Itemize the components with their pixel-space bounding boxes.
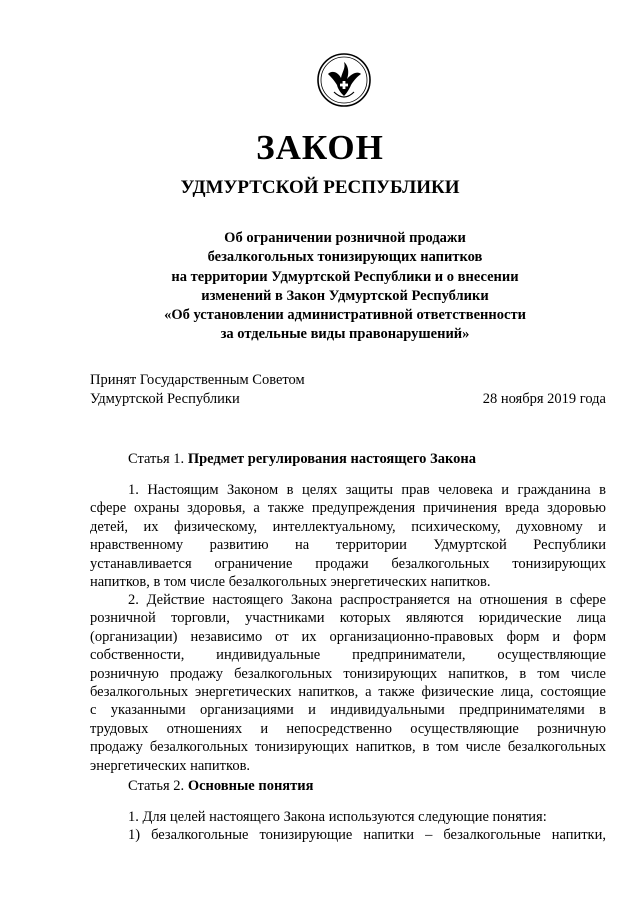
law-subtitle: УДМУРТСКОЙ РЕСПУБЛИКИ — [180, 177, 460, 198]
article1-heading — [128, 450, 476, 469]
law-title: ЗАКОН — [256, 128, 384, 167]
text-line: детей, их физическому, интеллектуальному, психическому, духовному и — [90, 518, 606, 535]
article2-title: Основные понятия — [187, 778, 314, 794]
adoption-block — [90, 371, 606, 409]
text-line: напитков, в том числе безалкогольных энергетических напитков. — [90, 573, 491, 590]
law-name-line: за отдельные виды правонарушений» — [220, 326, 470, 343]
article1-title: Предмет регулирования настоящего Закона — [187, 451, 476, 467]
law-name-line: Об ограничении розничной продажи — [224, 230, 466, 246]
text-line: собственности, индивидуальные предприниматели, осуществляющие — [90, 647, 606, 664]
adoption-body-name: Удмуртской Республики — [90, 391, 240, 407]
article2-paragraph1 — [90, 808, 606, 845]
law-name-line: «Об установлении административной ответственности — [164, 307, 526, 324]
adoption-date: 28 ноября 2019 года — [482, 391, 606, 407]
law-name-line: изменений в Закон Удмуртской Республики — [201, 287, 489, 304]
text-line: энергетических напитков. — [90, 757, 251, 774]
text-line: розничной торговли, участниками которых являются юридические лица — [90, 610, 606, 627]
text-line: розничную продажу безалкогольных тонизирующих напитков, в том числе — [90, 665, 606, 682]
text-line: трудовых отношениях и непосредственно осуществляющие розничную — [90, 720, 606, 737]
law-name — [90, 229, 600, 345]
text-line: (организации) независимо от их организационно-правовых форм и форм — [90, 628, 606, 645]
text-line: нравственному развитию на территории Удмуртской Республики — [90, 537, 606, 554]
article1-prefix: Статья 1. — [128, 451, 185, 467]
text-line: 2. Действие настоящего Закона распространяется на отношения в сфере — [128, 592, 606, 608]
adoption-body: Принят Государственным Советом — [90, 372, 305, 388]
text-line: устанавливается ограничение продажи безалкогольных тонизирующих — [90, 555, 606, 572]
coat-of-arms-icon — [316, 52, 372, 108]
text-line: 1. Для целей настоящего Закона используются следующие понятия: — [128, 809, 547, 825]
article1-paragraph2 — [90, 591, 606, 775]
text-line: 1) безалкогольные тонизирующие напитки – безалкогольные напитки, — [128, 827, 606, 844]
article2-prefix: Статья 2. — [128, 778, 185, 794]
text-line: безалкогольных энергетических напитков, а также физические лица, состоящие — [90, 683, 606, 700]
text-line: продажу безалкогольных тонизирующих напитков, в том числе безалкогольных — [90, 739, 606, 756]
text-line: сфере охраны здоровья, а также предупреждения причинения вреда здоровью — [90, 500, 606, 517]
law-name-line: безалкогольных тонизирующих напитков — [207, 249, 483, 266]
law-name-line: на территории Удмуртской Республики и о внесении — [171, 268, 519, 285]
text-line: 1. Настоящим Законом в целях защиты прав человека и гражданина в — [128, 482, 606, 498]
article1-paragraph1 — [90, 481, 606, 591]
text-line: с указанными организациями и индивидуальными предпринимателями в — [90, 702, 606, 719]
article2-heading — [128, 777, 313, 796]
